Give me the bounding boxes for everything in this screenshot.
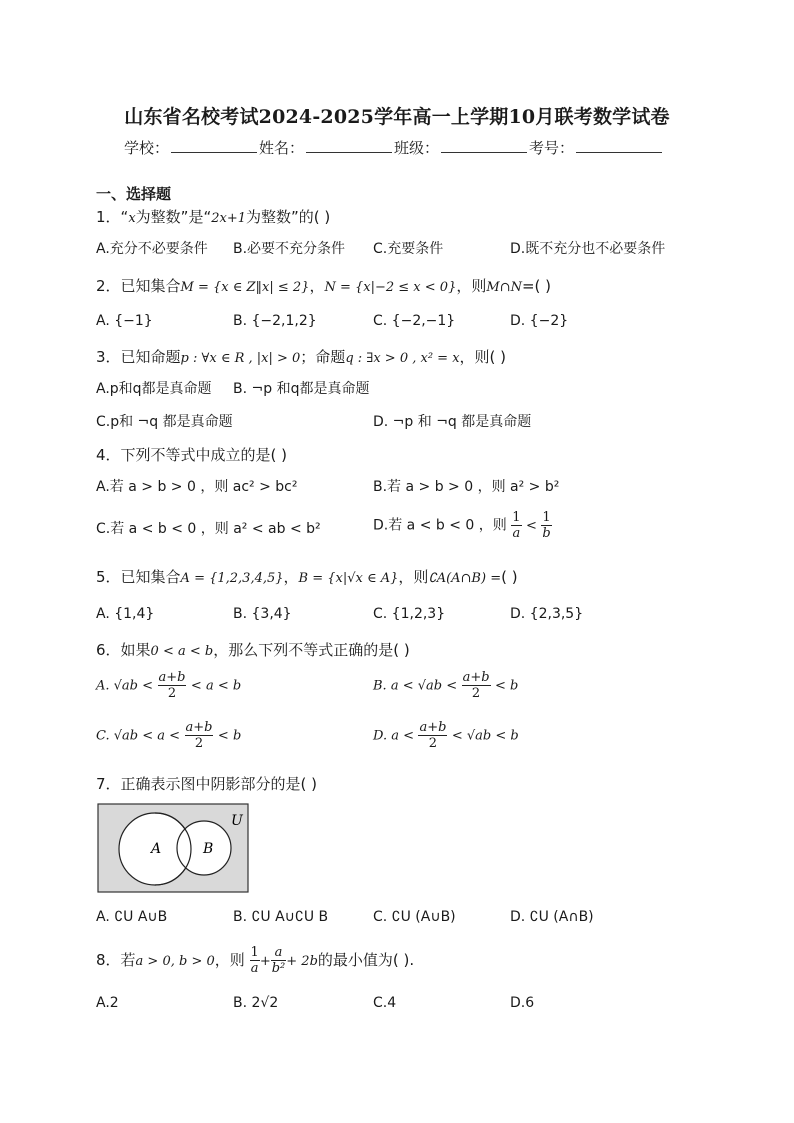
q2-option-d[interactable]: D. {−2}	[510, 313, 569, 329]
q8-option-a[interactable]: A.2	[96, 995, 119, 1011]
q6-text-a: 6．如果	[96, 641, 151, 659]
q4-d-num-1: 1	[512, 510, 521, 525]
q3-option-d[interactable]: D. ¬p 和 ¬q 都是真命题	[373, 414, 532, 430]
q3-option-a[interactable]: A.p和q都是真命题	[96, 381, 212, 397]
q8-cond: a > 0, b > 0	[135, 954, 215, 969]
q4-d-den-1: a	[512, 526, 521, 541]
question-5-stem	[96, 566, 518, 587]
q2-expr: M∩N	[486, 280, 522, 295]
q6-a-post: < a < b	[190, 678, 242, 694]
q2-sep: ，	[309, 277, 325, 295]
q1-option-c[interactable]: C.充要条件	[373, 241, 444, 257]
q6-text-b: ，那么下列不等式正确的是( )	[213, 641, 410, 659]
school-blank[interactable]	[171, 138, 257, 153]
q4-option-a[interactable]: A.若 a > b > 0 ，则 ac² > bc²	[96, 479, 298, 495]
q1-option-b[interactable]: B.必要不充分条件	[233, 241, 346, 257]
name-label: 姓名：	[259, 139, 305, 157]
q6-a-pre: A. √ab <	[96, 678, 154, 694]
label-u: U	[231, 813, 243, 829]
q6-option-b[interactable]	[373, 670, 518, 701]
q6-option-c[interactable]	[96, 720, 241, 751]
q6-c-num: a+b	[185, 720, 213, 735]
number-label: 考号：	[529, 139, 575, 157]
section-heading: 一、选择题	[96, 185, 172, 203]
q6-option-a[interactable]	[96, 670, 241, 701]
q7-option-b[interactable]: B. ∁U A∪∁U B	[233, 909, 329, 925]
q4-d-fraction-2	[541, 510, 551, 541]
class-label: 班级：	[394, 139, 440, 157]
q6-c-fraction	[185, 720, 214, 751]
question-2-stem	[96, 275, 551, 296]
question-1-stem	[96, 206, 330, 227]
q2-text-b: ，则	[456, 277, 487, 295]
q5-set-b: B = {x|√x ∈ A}	[298, 571, 399, 586]
q6-d-den: 2	[418, 735, 447, 751]
q8-fraction-2	[271, 945, 287, 976]
q4-option-d[interactable]	[373, 510, 552, 541]
q6-b-pre: B. a < √ab <	[373, 678, 458, 694]
q6-b-num: a+b	[462, 670, 490, 685]
q3-text-a: 3．已知命题	[96, 348, 181, 366]
q6-d-post: < √ab < b	[451, 728, 519, 744]
q8-tail: + 2b	[286, 954, 318, 969]
q6-b-den: 2	[462, 685, 491, 701]
q6-c-pre: C. √ab < a <	[96, 728, 181, 744]
q5-expr: ∁A(A∩B) =	[428, 571, 502, 586]
q6-cond: 0 < a < b	[150, 644, 214, 659]
q5-set-a: A = {1,2,3,4,5}	[180, 571, 284, 586]
q2-option-a[interactable]: A. {−1}	[96, 313, 153, 329]
q1-var: x	[128, 211, 136, 226]
q8-text-a: 8．若	[96, 951, 136, 969]
label-b: B	[203, 841, 214, 857]
q7-option-c[interactable]: C. ∁U (A∪B)	[373, 909, 456, 925]
name-blank[interactable]	[306, 138, 392, 153]
q5-text-a: 5．已知集合	[96, 568, 181, 586]
q8-text-b: ，则	[214, 951, 245, 969]
q4-d-fraction-1	[511, 510, 521, 541]
q6-a-num: a+b	[158, 670, 186, 685]
q8-den-1: a	[250, 961, 259, 976]
q5-option-d[interactable]: D. {2,3,5}	[510, 606, 584, 622]
q8-option-d[interactable]: D.6	[510, 995, 535, 1011]
q8-text-c: 的最小值为( ).	[317, 951, 415, 969]
q4-d-text: D.若 a < b < 0 ，则	[373, 517, 507, 534]
q7-option-a[interactable]: A. ∁U A∪B	[96, 909, 168, 925]
q6-c-den: 2	[185, 735, 214, 751]
q1-text-a: 1．“	[96, 208, 129, 226]
q6-option-d[interactable]	[373, 720, 519, 751]
q3-text-b: ；命题	[300, 348, 346, 366]
q2-set-m: M = {x ∈ Z‖x| ≤ 2}	[180, 280, 310, 295]
q2-set-n: N = {x|−2 ≤ x < 0}	[324, 280, 457, 295]
q8-option-b[interactable]: B. 2√2	[233, 995, 279, 1011]
q4-d-den-2: b	[542, 526, 551, 541]
q2-option-c[interactable]: C. {−2,−1}	[373, 313, 456, 329]
number-blank[interactable]	[576, 138, 662, 153]
q7-option-d[interactable]: D. ∁U (A∩B)	[510, 909, 594, 925]
question-4-stem: 4．下列不等式中成立的是( )	[96, 446, 288, 464]
question-7-stem: 7．正确表示图中阴影部分的是( )	[96, 775, 318, 793]
q4-option-c[interactable]: C.若 a < b < 0 ，则 a² < ab < b²	[96, 521, 321, 537]
class-blank[interactable]	[441, 138, 527, 153]
q6-a-den: 2	[158, 685, 187, 701]
q3-text-c: ，则( )	[459, 348, 507, 366]
q4-d-lt: <	[525, 518, 537, 534]
label-a: A	[151, 841, 162, 857]
school-label: 学校：	[124, 139, 170, 157]
venn-diagram	[97, 803, 249, 893]
q8-plus: +	[259, 954, 271, 969]
q3-prop-p: p : ∀x ∈ R , |x| > 0	[180, 351, 301, 366]
student-info-row	[124, 137, 664, 158]
q1-expr: 2x+1	[211, 211, 246, 226]
page-title: 山东省名校考试2024-2025学年高一上学期10月联考数学试卷	[124, 106, 670, 128]
q5-option-b[interactable]: B. {3,4}	[233, 606, 292, 622]
q1-text-c: 为整数”的( )	[246, 208, 331, 226]
q3-option-b[interactable]: B. ¬p 和q都是真命题	[233, 381, 370, 397]
q6-d-num: a+b	[419, 720, 447, 735]
question-8-stem	[96, 945, 414, 976]
q6-d-fraction	[418, 720, 447, 751]
q2-option-b[interactable]: B. {−2,1,2}	[233, 313, 317, 329]
q1-option-a[interactable]: A.充分不必要条件	[96, 241, 208, 257]
q6-c-post: < b	[217, 728, 242, 744]
q5-text-b: ，则	[398, 568, 429, 586]
q4-d-num-2: 1	[542, 510, 551, 525]
question-3-stem	[96, 346, 506, 367]
q8-fraction-1	[250, 945, 260, 976]
q2-text-c: =( )	[521, 277, 551, 295]
q5-option-c[interactable]: C. {1,2,3}	[373, 606, 446, 622]
q8-option-c[interactable]: C.4	[373, 995, 397, 1011]
q8-num-1: 1	[250, 945, 259, 960]
q8-num-2: a	[274, 945, 283, 960]
q1-text-b: 为整数”是“	[135, 208, 212, 226]
q4-option-b[interactable]: B.若 a > b > 0 ，则 a² > b²	[373, 479, 560, 495]
q5-sep: ，	[283, 568, 299, 586]
q5-text-c: ( )	[501, 568, 518, 586]
question-6-stem	[96, 639, 410, 660]
q3-prop-q: q : ∃x > 0 , x² = x	[345, 351, 460, 366]
q6-d-pre: D. a <	[373, 728, 414, 744]
q5-option-a[interactable]: A. {1,4}	[96, 606, 155, 622]
q3-option-c[interactable]: C.p和 ¬q 都是真命题	[96, 414, 233, 430]
q8-den-2: b²	[271, 961, 286, 976]
q6-a-fraction	[158, 670, 187, 701]
q2-text-a: 2．已知集合	[96, 277, 181, 295]
q6-b-post: < b	[494, 678, 519, 694]
q6-b-fraction	[462, 670, 491, 701]
q1-option-d[interactable]: D.既不充分也不必要条件	[510, 241, 666, 257]
